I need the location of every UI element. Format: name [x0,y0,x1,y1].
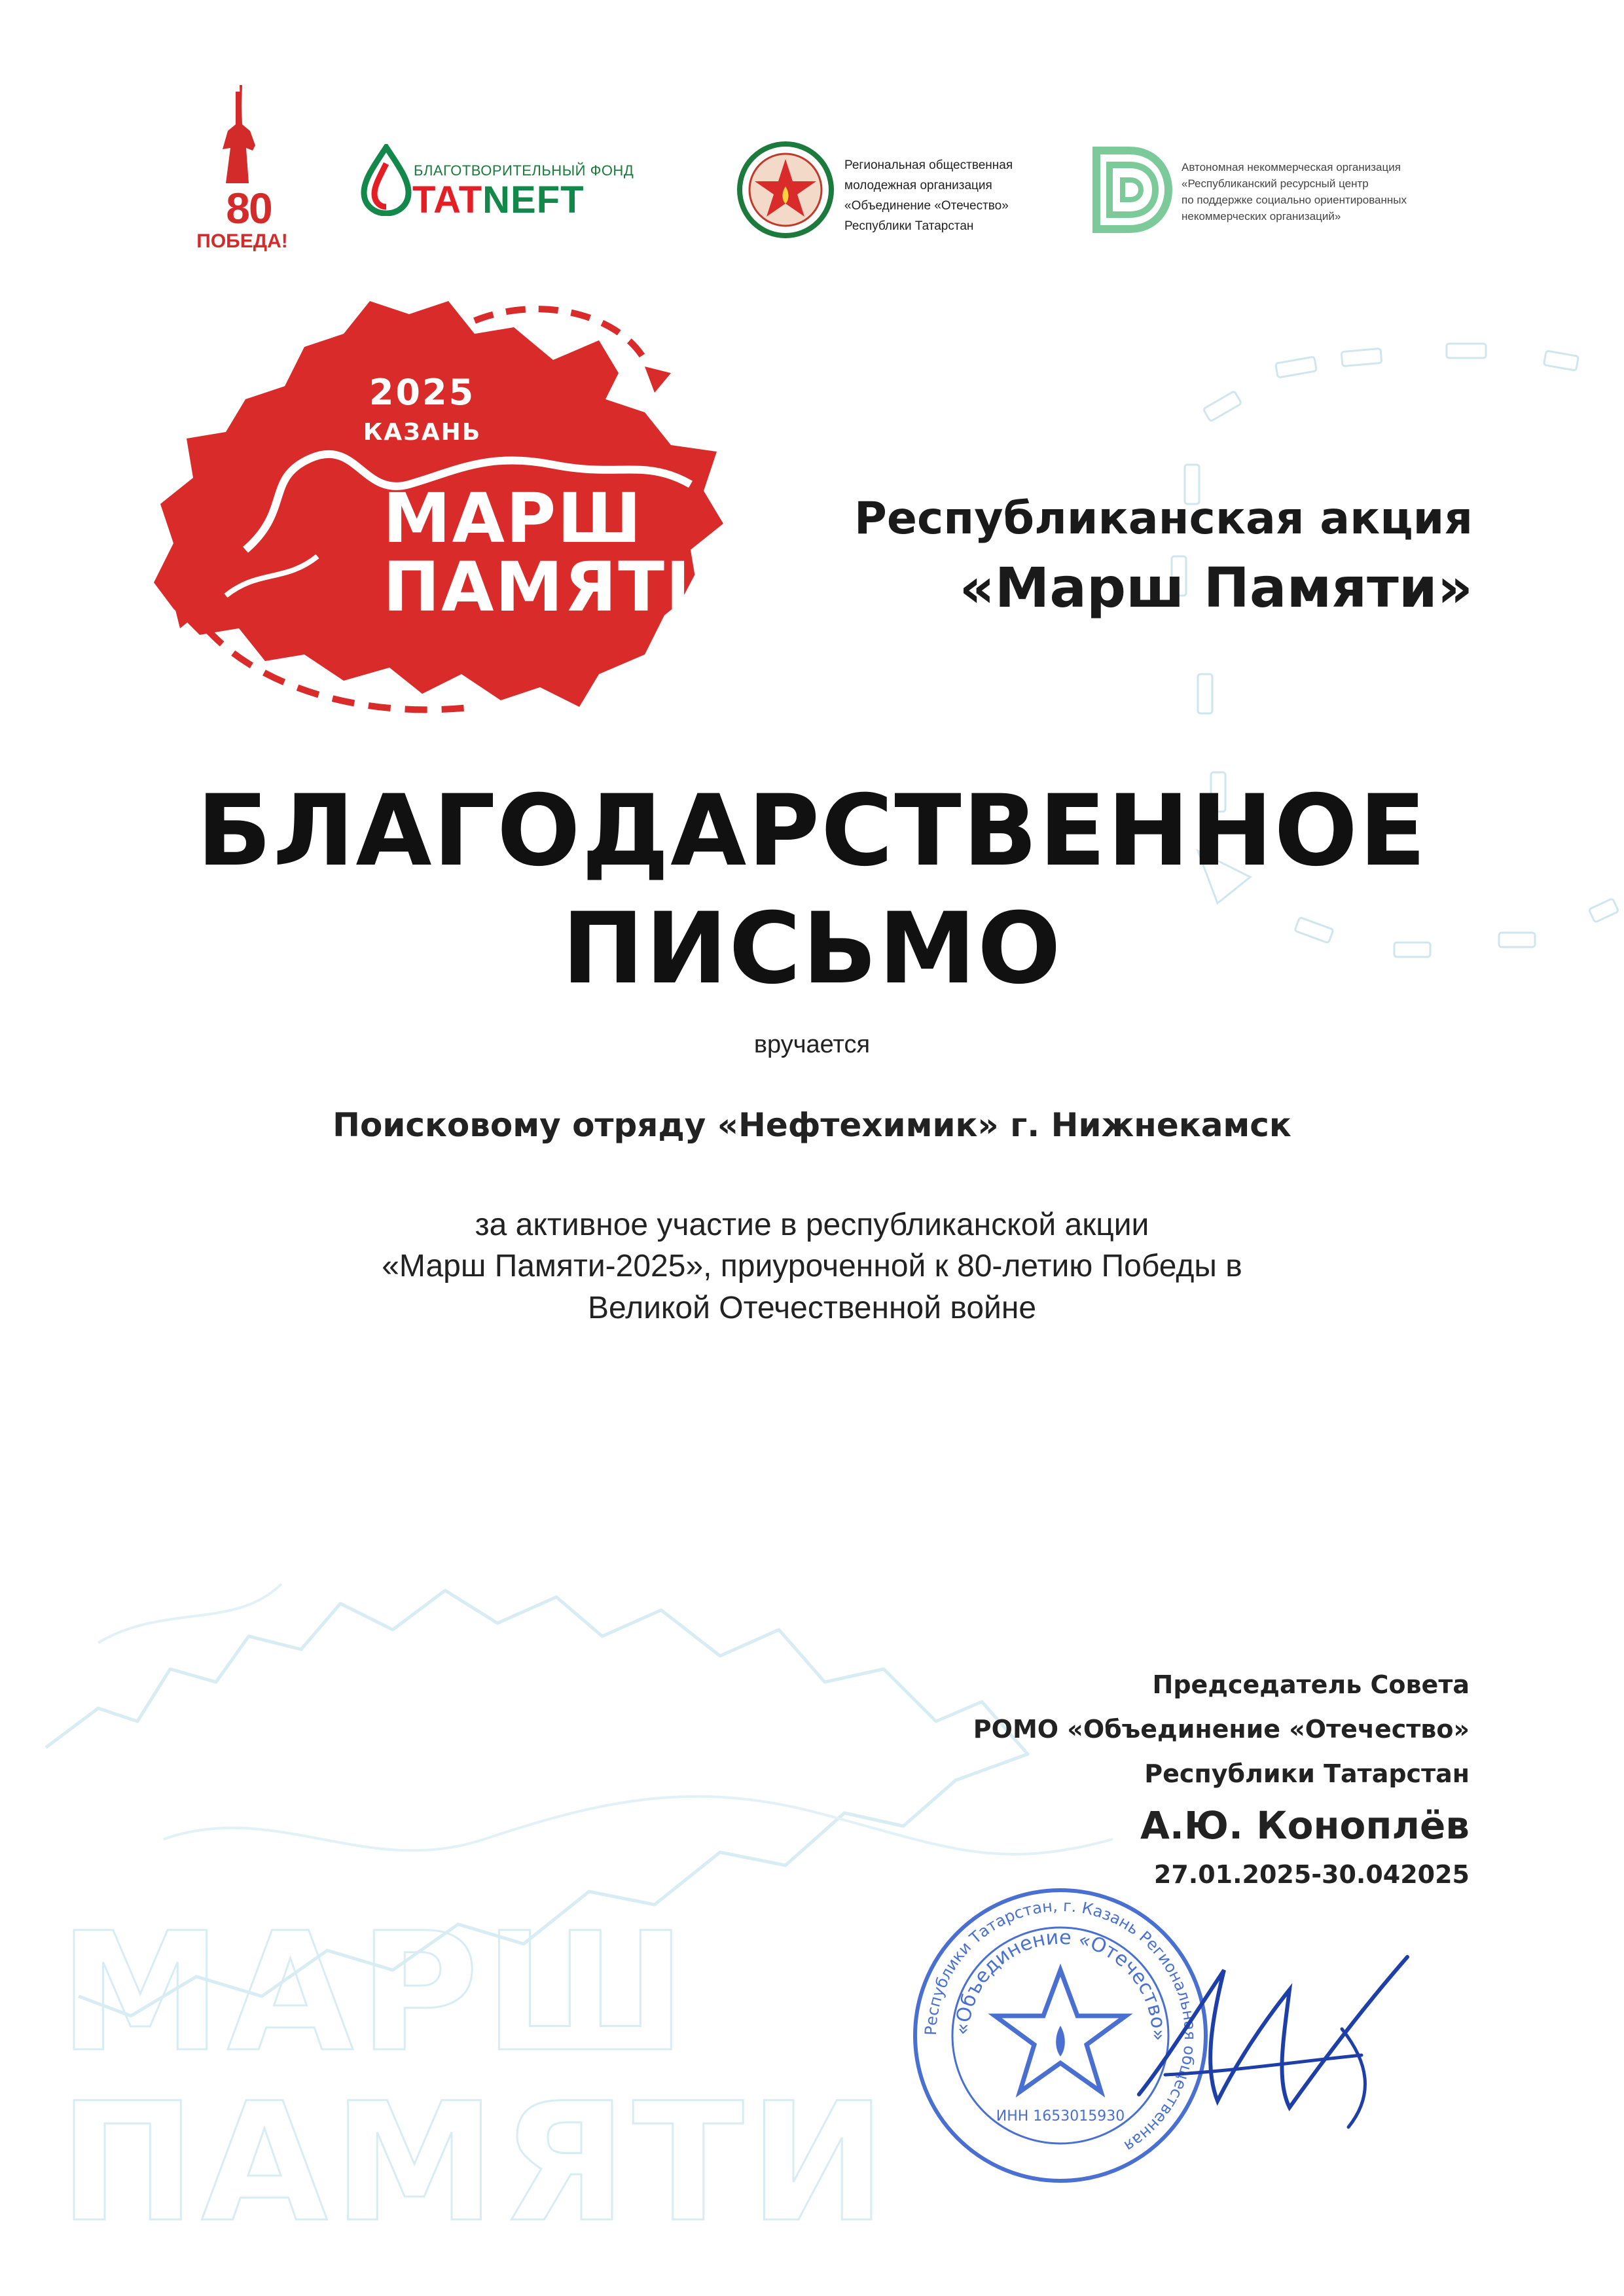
signatory-position-line3: Республики Татарстан [1144,1759,1470,1788]
award-reason-line2: «Марш Памяти-2025», приуроченной к 80-летию Победы в [382,1249,1242,1284]
resource-center-line: некоммерческих организаций» [1182,210,1341,223]
award-reason [131,1204,1493,1329]
victory-80-word: ПОБЕДА! [196,230,288,252]
resource-center-text [1182,159,1437,224]
otechestvo-line: Региональная общественная [844,158,1013,172]
signatory-position-line1: Председатель Совета [1152,1670,1470,1699]
stamp-inner-text: «Объединение «Отечество» [950,1926,1170,2041]
resource-center-logo [1090,141,1430,239]
tatneft-brand-part2: NEFT [482,179,585,221]
watermark-title-line1: МАРШ [59,1897,692,2088]
resource-center-line: «Республиканский ресурсный центр [1182,177,1369,190]
victory-80-number: 80 [226,184,272,232]
signatory-block [785,1662,1470,1894]
tatneft-drop-icon [360,144,412,216]
watermark-title-line2: ПАМЯТИ [59,2068,892,2258]
stamp-outer-text: Республики Татарстан, г. Казань Региональная общественная [921,1896,1200,2155]
document-title [0,772,1624,1008]
otechestvo-text [844,155,1067,236]
otechestvo-line: молодежная организация [844,179,992,192]
logo-year: 2025 [369,372,476,413]
presented-label: вручается [753,1031,871,1058]
action-heading-line1: Республиканская акция [854,493,1473,545]
handwritten-signature [1126,1931,1420,2147]
document-title-line2: ПИСЬМО [562,892,1062,1006]
resource-center-d-icon [1090,144,1175,236]
tatneft-brand-part1: TAT [412,179,483,221]
resource-center-line: Автономная некоммерческая организация [1182,161,1401,173]
award-reason-line1: за активное участие в республиканской акции [475,1208,1149,1242]
otechestvo-line: «Объединение «Отечество» [844,199,1009,213]
logo-city: КАЗАНЬ [363,419,482,446]
signatory-position-line2: РОМО «Объединение «Отечество» [973,1715,1470,1744]
logo-title-line2: ПАМЯТИ [383,547,725,627]
logo-title-line1: МАРШ [383,478,643,558]
motherland-statue-icon [190,85,295,190]
action-heading-line2: «Марш Памяти» [959,556,1473,620]
otechestvo-emblem-icon [736,141,835,239]
tatneft-fund-logo [360,137,668,223]
victory-80-logo [190,85,295,268]
stamp-inn: ИНН 1653015930 [996,2108,1125,2125]
tatneft-brand [412,178,585,222]
otechestvo-logo [736,141,1064,245]
action-heading [733,488,1473,627]
recipient-name: Поисковому отряду «Нефтехимик» г. Нижнекамск [333,1106,1291,1144]
tatneft-fund-label: БЛАГОТВОРИТЕЛЬНЫЙ ФОНД [414,162,634,179]
otechestvo-line: Республики Татарстан [844,219,974,233]
resource-center-line: по поддержке социально ориентированных [1182,194,1407,206]
validity-dates: 27.01.2025-30.042025 [1153,1860,1470,1889]
award-reason-line3: Великой Отечественной войне [587,1290,1037,1325]
document-title-line1: БЛАГОДАРСТВЕННОЕ [196,774,1428,888]
march-of-memory-map-logo [147,288,730,720]
signatory-name: А.Ю. Коноплёв [1140,1803,1470,1848]
